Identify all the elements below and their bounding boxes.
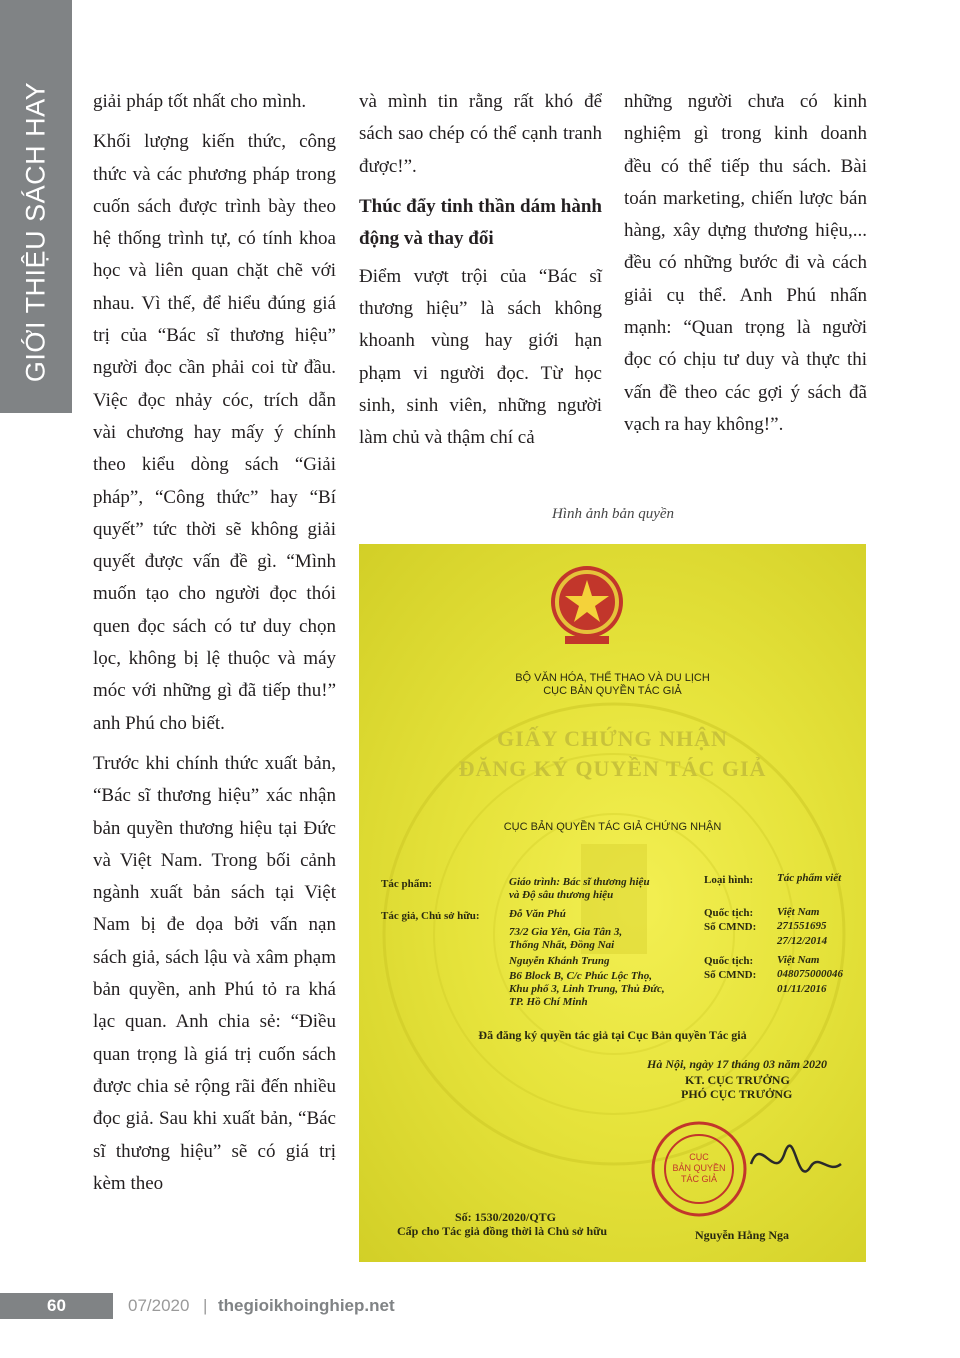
cert-sign-title-1: KT. CỤC TRƯỞNG — [685, 1073, 790, 1087]
cert-author2-address-1: B6 Block B, C/c Phúc Lộc Thọ, — [509, 970, 652, 982]
cert-author2-address-3: TP. Hồ Chí Minh — [509, 996, 588, 1008]
cert-nationality-label: Quốc tịch: — [704, 955, 754, 967]
cert-number: Số: 1530/2020/QTG — [455, 1210, 557, 1224]
cert-author2-name: Nguyễn Khánh Trung — [509, 955, 610, 967]
cert-author2-id-date: 01/11/2016 — [777, 983, 827, 995]
cert-author1-id: 271551695 — [777, 920, 827, 932]
cert-ministry: BỘ VĂN HÓA, THỂ THAO VÀ DU LỊCH — [515, 672, 710, 684]
stamp-line: TÁC GIẢ — [680, 1174, 717, 1184]
column-3 — [624, 86, 867, 449]
stamp-text — [661, 1152, 737, 1185]
cert-author1-nationality: Việt Nam — [777, 906, 820, 918]
certificate-decoration — [359, 544, 866, 1262]
stamp-line: CỤC — [689, 1152, 709, 1162]
cert-issued-to: Cấp cho Tác giả đồng thời là Chủ sở hữu — [397, 1224, 607, 1238]
signature-icon — [751, 1146, 841, 1172]
national-emblem-icon — [551, 566, 623, 644]
cert-signer: Nguyễn Hằng Nga — [695, 1228, 790, 1242]
column-2 — [359, 86, 602, 463]
cert-type-label: Loại hình: — [704, 874, 754, 886]
cert-registered: Đã đăng ký quyền tác giả tại Cục Bản quyền Tác giả — [478, 1028, 747, 1042]
image-caption: Hình ảnh bản quyền — [551, 506, 675, 522]
section-heading: Thúc đẩy tinh thần dám hành động và thay đổi — [359, 195, 602, 249]
stamp-line: BẢN QUYỀN — [672, 1163, 726, 1173]
cert-author2-id: 048075000046 — [777, 968, 843, 980]
cert-title-1: GIẤY CHỨNG NHẬN — [497, 726, 728, 751]
cert-author2-nationality: Việt Nam — [777, 954, 820, 966]
cert-department: CỤC BẢN QUYỀN TÁC GIẢ — [543, 685, 682, 697]
website-link[interactable]: thegioikhoinghiep.net — [218, 1296, 395, 1315]
cert-author1-address-1: 73/2 Gia Yên, Gia Tân 3, — [509, 926, 623, 938]
cert-work-line-2: và Độ sâu thương hiệu — [509, 889, 614, 901]
paragraph: và mình tin rằng rất khó để sách sao chép có thể cạnh tranh được!”. — [359, 91, 602, 177]
paragraph: Điểm vượt trội của “Bác sĩ thương hiệu” là sách không khoanh vùng hay giới hạn phạm vi người đọc. Từ học sinh, sinh viên, những người làm chủ và thậm chí cả — [359, 265, 602, 449]
cert-title-2: ĐĂNG KÝ QUYỀN TÁC GIẢ — [458, 756, 767, 781]
cert-sign-title-2: PHÓ CỤC TRƯỞNG — [681, 1087, 793, 1101]
section-title-text: GIỚI THIỆU SÁCH HAY — [20, 81, 51, 383]
paragraph: Khối lượng kiến thức, công thức và các phương pháp trong cuốn sách được trình bày theo hệ thống trình tự, có tính khoa học và liên quan chặt chẽ với nhau. Vì thế, để hiểu đúng giá trị của “Bác sĩ thương hiệu” người đọc cần phải coi từ đầu. Việc đọc nhảy cóc, trích dẫn vài chương hay mấy ý chính theo kiểu dòng sách “Giải pháp”, “Công thức” hay “Bí quyết” tức thời sẽ không giải quyết được vấn đề gì. “Mình muốn tạo cho người đọc thói quen đọc sách có tư duy chọn lọc, không bị lệ thuộc và máy móc với những gì đã tiếp thu!” anh Phú cho biết. — [93, 131, 336, 734]
paragraph: Trước khi chính thức xuất bản, “Bác sĩ thương hiệu” xác nhận bản quyền thương hiệu tại Đức và Việt Nam. Trong bối cảnh ngành xuất bản sách tại Việt Nam bị đe dọa bởi vấn nạn sách giả, sách lậu và xâm phạm bản quyền, anh Phú tỏ ra khá lạc quan. Anh chia sẻ: “Điều quan trọng là giá trị cuốn sách được chia sẻ rộng rãi đến nhiều đọc giả. Sau khi xuất bản, “Bác sĩ thương hiệu” sẽ có giá trị kèm theo — [93, 752, 336, 1194]
issue-date: 07/2020 — [128, 1296, 190, 1315]
copyright-certificate-image — [359, 544, 866, 1262]
column-1 — [93, 86, 336, 1208]
cert-id-label: Số CMND: — [704, 969, 757, 981]
cert-certifies: CỤC BẢN QUYỀN TÁC GIẢ CHỨNG NHẬN — [503, 821, 722, 833]
cert-id-label: Số CMND: — [704, 921, 757, 933]
cert-work-line-1: Giáo trình: Bác sĩ thương hiệu — [509, 876, 650, 888]
cert-author1-id-date: 27/12/2014 — [777, 935, 828, 947]
cert-author1-name: Đỗ Văn Phú — [509, 908, 566, 920]
cert-type-value: Tác phẩm viết — [777, 872, 842, 884]
paragraph: những người chưa có kinh nghiệm gì trong kinh doanh đều có thể tiếp thu sách. Bài toán marketing, chiến lược bán hàng, xây dựng thương hiệu,... đều có những bước đi và cách giải cụ thể. Anh Phú nhấn mạnh: “Quan trọng là người đọc có chịu tư duy và thực thi vấn đề theo các gợi ý sách đã vạch ra hay không!”. — [624, 91, 867, 435]
paragraph: giải pháp tốt nhất cho mình. — [93, 91, 307, 112]
cert-work-label: Tác phẩm: — [381, 878, 433, 890]
cert-place-date: Hà Nội, ngày 17 tháng 03 năm 2020 — [647, 1057, 828, 1071]
section-title — [0, 0, 72, 413]
cert-author-label: Tác giả, Chủ sở hữu: — [381, 910, 480, 922]
cert-nationality-label: Quốc tịch: — [704, 907, 754, 919]
footer-separator: | — [203, 1296, 208, 1315]
cert-author1-address-2: Thống Nhất, Đồng Nai — [509, 939, 615, 951]
cert-author2-address-2: Khu phố 3, Linh Trung, Thủ Đức, — [509, 983, 665, 995]
page-number: 60 — [47, 1296, 66, 1315]
